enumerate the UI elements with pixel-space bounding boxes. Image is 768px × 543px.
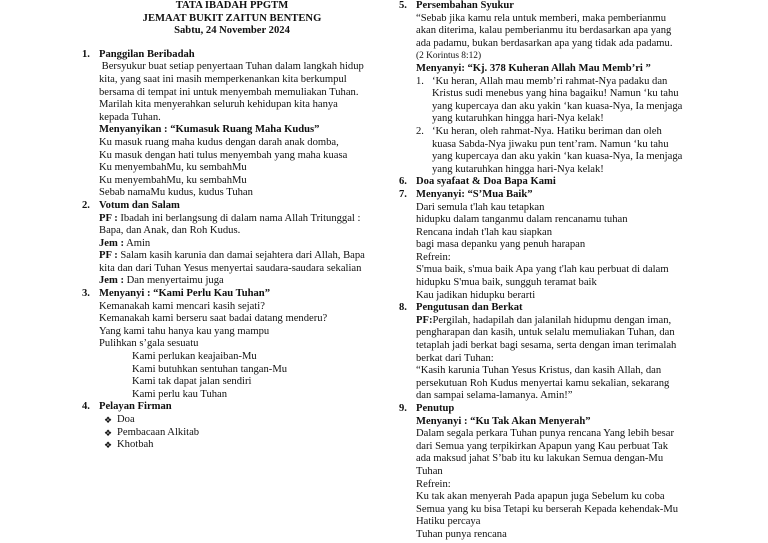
- section-body: [99, 401, 382, 451]
- section-number: 8.: [399, 302, 407, 314]
- text-line: kepada Tuhan.: [99, 111, 161, 123]
- verse-number: 1.: [416, 75, 424, 87]
- refrain-label: Refrein:: [416, 251, 451, 263]
- lyric-line: dari Semua yang terpikirkan Apapun yang Kau perbuat Tak: [416, 440, 669, 452]
- liturgy-line: tetaplah jadi berkat bagi sesama, serta dengan iman terimalah: [416, 340, 677, 352]
- lyric-line: Tuhan punya rencana: [416, 528, 507, 540]
- list-item-label: Pembacaan Alkitab: [117, 426, 200, 438]
- liturgy-line: [99, 238, 382, 251]
- section-title: Persembahan Syukur: [416, 0, 515, 11]
- liturgy-line: [99, 250, 382, 263]
- section-title: Menyanyi: “S’Mua Baik”: [416, 188, 533, 200]
- section-persembahan-syukur: [399, 0, 699, 176]
- lyric-line: Tuhan: [416, 465, 443, 477]
- verse-number: 2.: [416, 125, 424, 137]
- section-title: Menyanyi : “Kami Perlu Kau Tuhan”: [99, 288, 270, 300]
- lyric-line: Sebab namaMu kudus, kudus Tuhan: [99, 187, 253, 199]
- text-line: Bersyukur buat setiap penyertaan Tuhan dalam langkah hidup: [99, 61, 364, 73]
- lyric-line: ada maksud jahat S’bab itu ku lakukan Semua dengan-Mu: [416, 453, 664, 465]
- section-number: 5.: [399, 0, 407, 11]
- lyric-line: kuasa Sabda-Nya jiwaku pun tent’ram. Namun ‘ku tahu: [432, 138, 669, 150]
- lyric-line: yang kutaruhkan hingga hari-Nya kelak!: [432, 113, 604, 125]
- blessing-line: “Kasih karunia Tuhan Yesus Kristus, dan kasih Allah, dan: [416, 365, 662, 377]
- section-title: Pelayan Firman: [99, 401, 172, 413]
- speaker-label: Jem :: [99, 237, 124, 249]
- section-penutup: [399, 403, 699, 542]
- liturgy-text: Dan menyertaimu juga: [124, 275, 224, 287]
- left-column: [82, 0, 382, 452]
- section-kami-perlu-kau-tuhan: [82, 288, 382, 401]
- section-panggilan-beribadah: [82, 49, 382, 200]
- text-line: Marilah kita menyerahkan seluruh kehidupan kita hanya: [99, 99, 338, 111]
- diamond-bullet-icon: ❖: [103, 440, 113, 451]
- list-item-label: Khotbah: [117, 439, 154, 451]
- speaker-label: PF:: [416, 314, 433, 326]
- lyric-line: Kristus sudi menebus yang hina bagaiku! Namun ‘ku tahu: [432, 88, 679, 100]
- lyric-line: yang kupercaya dan aku yakin ‘kan kuasa-Nya, Ia menjaga: [432, 151, 683, 163]
- refrain-label: Refrein:: [416, 478, 451, 490]
- section-votum-dan-salam: [82, 200, 382, 288]
- song-heading: Menyanyi: “Kj. 378 Kuheran Allah Mau Memb’ri ”: [416, 62, 651, 74]
- lyric-line: yang kupercaya dan aku yakin ‘kan kuasa-Nya, Ia menjaga: [432, 100, 683, 112]
- verse: [416, 126, 699, 176]
- lyric-line: Ku tak akan menyerah Pada apapun juga Sebelum ku coba: [416, 491, 665, 503]
- liturgy-text: Salam kasih karunia dan damai sejahtera dari Allah, Bapa: [117, 250, 365, 262]
- lyric-line: Ku menyembahMu, ku sembahMu: [99, 162, 247, 174]
- section-body: [416, 176, 699, 189]
- text-line: bersama di tempat ini untuk menyembah memuliakan Tuhan.: [99, 86, 359, 98]
- text-line: ada padamu, bukan berdasarkan apa yang tidak ada padamu.: [416, 37, 673, 49]
- list-item-label: Doa: [117, 414, 135, 425]
- section-body: [99, 288, 382, 401]
- text-line: “Sebab jika kamu rela untuk memberi, maka pemberianmu: [416, 12, 667, 24]
- lyric-line: Kemanakah kami berseru saat badai datang menderu?: [99, 313, 328, 325]
- lyric-line: Dari semula t'lah kau tetapkan: [416, 201, 545, 213]
- section-doa-syafaat: [399, 176, 699, 189]
- speaker-label: PF :: [99, 212, 118, 224]
- list-item: [99, 439, 382, 452]
- lyric-line: hidupku S'mua baik, sungguh teramat baik: [416, 277, 597, 289]
- section-body: [416, 403, 699, 542]
- section-number: 4.: [82, 401, 90, 413]
- right-column: [399, 0, 699, 542]
- speaker-label: Jem :: [99, 275, 124, 287]
- section-title: Panggilan Beribadah: [99, 48, 195, 60]
- subtitle-line: JEMAAT BUKIT ZAITUN BENTENG: [142, 12, 322, 24]
- lyric-line: Kau jadikan hidupku berarti: [416, 289, 536, 301]
- lyric-line: S'mua baik, s'mua baik Apa yang t'lah kau perbuat di dalam: [416, 264, 669, 276]
- blessing-line: persekutuan Roh Kudus menyertai kamu sekalian, sekarang: [416, 377, 670, 389]
- lyric-line: Kami perlukan keajaiban-Mu: [132, 351, 257, 363]
- section-number: 3.: [82, 288, 90, 300]
- lyric-line: Pulihkan s’gala sesuatu: [99, 338, 199, 350]
- lyric-line: bagi masa depanku yang penuh harapan: [416, 239, 586, 251]
- liturgy-line: berkat dari Tuhan:: [416, 352, 494, 364]
- lyric-line: Hatiku percaya: [416, 516, 481, 528]
- song-heading: Menyanyi : “Ku Tak Akan Menyerah”: [416, 415, 591, 427]
- scripture-reference: (2 Korintus 8:12): [416, 51, 482, 62]
- section-title: Pengutusan dan Berkat: [416, 302, 523, 314]
- section-body: [99, 200, 382, 288]
- section-title: Penutup: [416, 403, 455, 414]
- diamond-bullet-icon: ❖: [103, 415, 113, 425]
- section-title: Votum dan Salam: [99, 199, 180, 211]
- section-pelayan-firman: [82, 401, 382, 451]
- section-body: [416, 302, 699, 403]
- lyric-line: Ku menyembahMu, ku sembahMu: [99, 174, 247, 186]
- title-line: TATA IBADAH PPGTM: [175, 0, 289, 11]
- liturgy-line: kita dan dari Tuhan Yesus menyertai saudara-saudara sekalian: [99, 262, 362, 274]
- section-number: 2.: [82, 199, 90, 211]
- section-pengutusan-dan-berkat: [399, 302, 699, 403]
- song-heading: Menyanyikan : “Kumasuk Ruang Maha Kudus”: [99, 124, 320, 136]
- lyric-line: Semua yang ku bisa Tetapi ku berserah Kepada kehendak-Mu: [416, 503, 679, 515]
- liturgy-text: Amin: [124, 237, 151, 249]
- verse: [416, 76, 699, 126]
- lyric-line: Yang kami tahu hanya kau yang mampu: [99, 325, 270, 337]
- diamond-bullet-icon: ❖: [103, 427, 113, 438]
- liturgy-line: [99, 213, 382, 226]
- lyric-line: Ku masuk ruang maha kudus dengan darah anak domba,: [99, 136, 339, 148]
- lyric-line: Kami tak dapat jalan sendiri: [132, 376, 252, 388]
- lyric-line: yang kutaruhkan hingga hari-Nya kelak!: [432, 163, 604, 175]
- text-line: kita, yang saat ini masih memperkenankan kita berkumpul: [99, 73, 347, 85]
- section-number: 7.: [399, 188, 407, 200]
- liturgy-line: pengharapan dan kasih, untuk selalu memuliakan Tuhan, dan: [416, 327, 675, 339]
- section-title: Doa syafaat & Doa Bapa Kami: [416, 176, 556, 188]
- verse-body: [432, 126, 682, 176]
- lyric-line: Kami butuhkan sentuhan tangan-Mu: [132, 363, 288, 375]
- lyric-line: Dalam segala perkara Tuhan punya rencana Yang lebih besar: [416, 428, 674, 440]
- lyric-line: Rencana indah t'lah kau siapkan: [416, 226, 553, 238]
- section-number: 1.: [82, 48, 90, 60]
- section-body: [416, 189, 699, 302]
- lyric-line: ‘Ku heran, oleh rahmat-Nya. Hatiku beriman dan oleh: [432, 125, 662, 137]
- page-title: [82, 0, 382, 38]
- section-smua-baik: [399, 189, 699, 302]
- liturgy-text: Ibadah ini berlangsung di dalam nama Allah Tritunggal :: [117, 212, 361, 224]
- verse-body: [432, 76, 682, 126]
- lyric-line: Ku masuk dengan hati tulus menyembah yang maha kuasa: [99, 149, 348, 161]
- spacer: [82, 38, 382, 49]
- lyric-line: ‘Ku heran, Allah mau memb’ri rahmat-Nya padaku dan: [432, 75, 668, 87]
- lyric-line: Kami perlu kau Tuhan: [132, 388, 228, 400]
- liturgy-text: Pergilah, hadapilah dan jalanilah hidupmu dengan iman,: [432, 314, 672, 326]
- refrain: [99, 351, 382, 401]
- list-item: [99, 414, 382, 427]
- section-number: 6.: [399, 176, 407, 188]
- liturgy-line: Bapa, dan Anak, dan Roh Kudus.: [99, 225, 241, 237]
- speaker-label: PF :: [99, 250, 118, 262]
- liturgy-line: [416, 315, 699, 328]
- list-item: [99, 427, 382, 440]
- date-line: Sabtu, 24 November 2024: [174, 25, 290, 37]
- text-line: akan diterima, kalau pemberianmu itu berdasarkan apa yang: [416, 25, 672, 37]
- section-number: 9.: [399, 403, 407, 414]
- section-body: [416, 0, 699, 176]
- section-body: [99, 49, 382, 200]
- lyric-line: Kemanakah kami mencari kasih sejati?: [99, 300, 265, 312]
- blessing-line: dan sampai selama-lamanya. Amin!”: [416, 390, 573, 402]
- liturgy-line: [99, 275, 382, 288]
- lyric-line: hidupku dalam tanganmu dalam rencanamu tuhan: [416, 214, 628, 226]
